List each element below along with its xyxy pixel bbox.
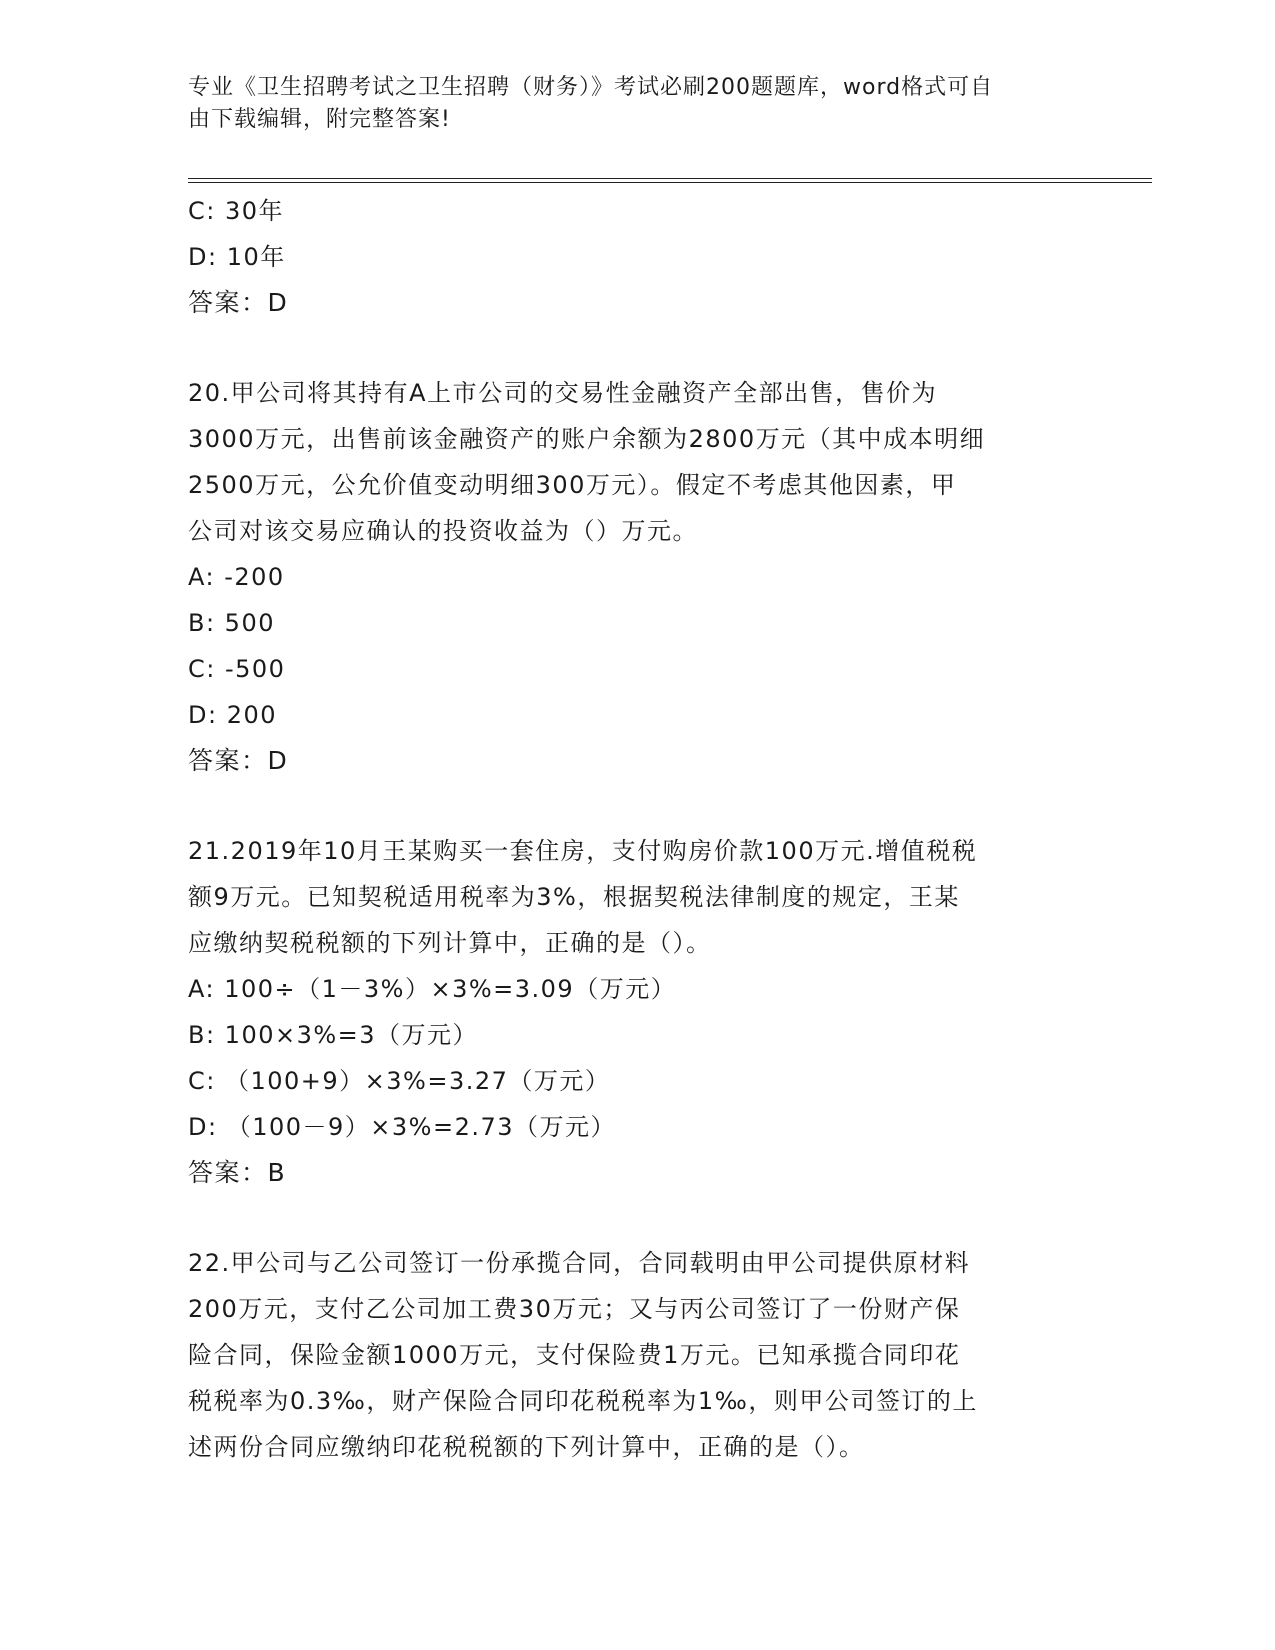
spacer: [188, 784, 1088, 828]
question-text: [188, 370, 1088, 554]
option-d: D: 200: [188, 701, 278, 729]
question-line: 应缴纳契税税额的下列计算中，正确的是（）。: [188, 929, 712, 957]
question-text: [188, 1240, 1088, 1470]
question-line: 22.甲公司与乙公司签订一份承揽合同，合同载明由甲公司提供原材料: [188, 1249, 971, 1277]
question-line: 额9万元。已知契税适用税率为3%，根据契税法律制度的规定，王某: [188, 883, 960, 911]
question-line: 200万元，支付乙公司加工费30万元；又与丙公司签订了一份财产保: [188, 1295, 961, 1323]
answer: 答案：D: [188, 746, 289, 775]
question-text: [188, 828, 1088, 966]
header-line-2: 由下载编辑，附完整答案!: [188, 107, 451, 132]
question-line: 税税率为0.3‰，财产保险合同印花税税率为1‰，则甲公司签订的上: [188, 1387, 978, 1415]
option-b: B: 500: [188, 609, 275, 637]
answer: 答案：D: [188, 288, 289, 317]
option-c: C: -500: [188, 655, 286, 683]
question-line: 述两份合同应缴纳印花税税额的下列计算中，正确的是（）。: [188, 1433, 865, 1461]
question-line: 险合同，保险金额1000万元，支付保险费1万元。已知承揽合同印花: [188, 1341, 961, 1369]
question-21: [188, 828, 1088, 1196]
question-line: 20.甲公司将其持有A上市公司的交易性金融资产全部出售，售价为: [188, 379, 938, 407]
option-d: D: 10年: [188, 243, 286, 271]
document-header: [188, 72, 1068, 136]
question-line: 公司对该交易应确认的投资收益为（）万元。: [188, 517, 698, 545]
option-c: C: （100+9）×3%=3.27（万元）: [188, 1067, 611, 1095]
header-divider-top: [188, 178, 1152, 179]
option-a: A: -200: [188, 563, 285, 591]
option-d: D: （100－9）×3%=2.73（万元）: [188, 1113, 617, 1141]
question-line: 2500万元，公允价值变动明细300万元）。假定不考虑其他因素，甲: [188, 471, 957, 499]
option-b: B: 100×3%=3（万元）: [188, 1021, 479, 1049]
answer: 答案：B: [188, 1158, 287, 1187]
header-divider-bottom: [188, 182, 1152, 183]
spacer: [188, 326, 1088, 370]
question-20: [188, 370, 1088, 784]
option-a: A: 100÷（1－3%）×3%=3.09（万元）: [188, 975, 677, 1003]
question-line: 21.2019年10月王某购买一套住房，支付购房价款100万元.增值税税: [188, 837, 978, 865]
spacer: [188, 1196, 1088, 1240]
question-22: [188, 1240, 1088, 1470]
prev-question: [188, 188, 1088, 326]
header-line-1: 专业《卫生招聘考试之卫生招聘（财务）》考试必刷200题题库，word格式可自: [188, 75, 994, 100]
option-c: C: 30年: [188, 197, 285, 225]
document-body: [188, 188, 1088, 1470]
question-line: 3000万元，出售前该金融资产的账户余额为2800万元（其中成本明细: [188, 425, 986, 453]
